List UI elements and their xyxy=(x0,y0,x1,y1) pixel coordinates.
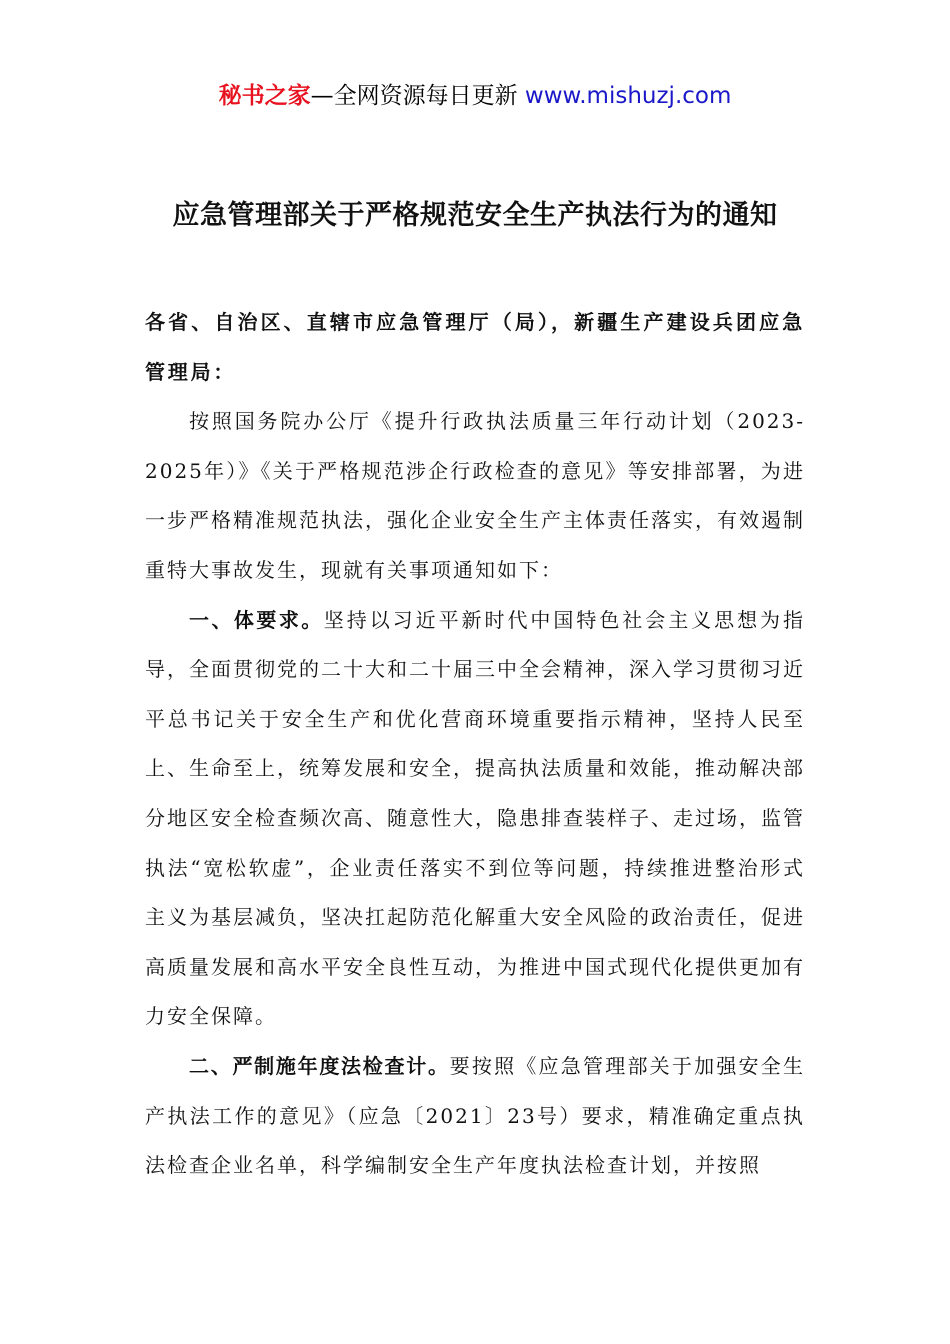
site-brand: 秘书之家 xyxy=(218,83,311,109)
section-1-body: 坚持以习近平新时代中国特色社会主义思想为指导，全面贯彻党的二十大和二十届三中全会精神，深入学习贯彻习近平总书记关于安全生产和优化营商环境重要指示精神，坚持人民至上、生命至上，统筹发展和安全，提高执法质量和效能，推动解决部分地区安全检查频次高、随意性大，隐患排查装样子、走过场，监管执法“宽松软虚”，企业责任落实不到位等问题，持续推进整治形式主义为基层减负，坚决扛起防范化解重大安全风险的政治责任，促进高质量发展和高水平安全良性互动，为推进中国式现代化提供更加有力安全保障。 xyxy=(145,607,806,1029)
document-title: 应急管理部关于严格规范安全生产执法行为的通知 xyxy=(172,200,778,231)
site-header xyxy=(0,80,950,112)
section-1-paragraph xyxy=(145,596,805,1042)
site-tagline: —全网资源每日更新 xyxy=(310,83,518,109)
intro-paragraph: 按照国务院办公厅《提升行政执法质量三年行动计划（2023-2025年）》《关于严格规范涉企行政检查的意见》等安排部署，为进一步严格精准规范执法，强化企业安全生产主体责任落实，有效遏制重特大事故发生，现就有关事项通知如下： xyxy=(145,409,805,582)
section-2-paragraph xyxy=(145,1042,805,1191)
addressee: 各省、自治区、直辖市应急管理厅（局），新疆生产建设兵团应急管理局： xyxy=(145,310,805,384)
section-2-body: 要按照《应急管理部关于加强安全生产执法工作的意见》（应急〔2021〕23号）要求，精准确定重点执法检查企业名单，科学编制安全生产年度执法检查计划，并按照 xyxy=(145,1053,806,1178)
document-body xyxy=(145,298,805,1191)
section-1-heading: 一、体要求。 xyxy=(189,607,324,632)
site-url-link[interactable]: www.mishuzj.com xyxy=(524,83,732,109)
section-2-heading: 二、严制施年度法检查计。 xyxy=(189,1053,450,1078)
